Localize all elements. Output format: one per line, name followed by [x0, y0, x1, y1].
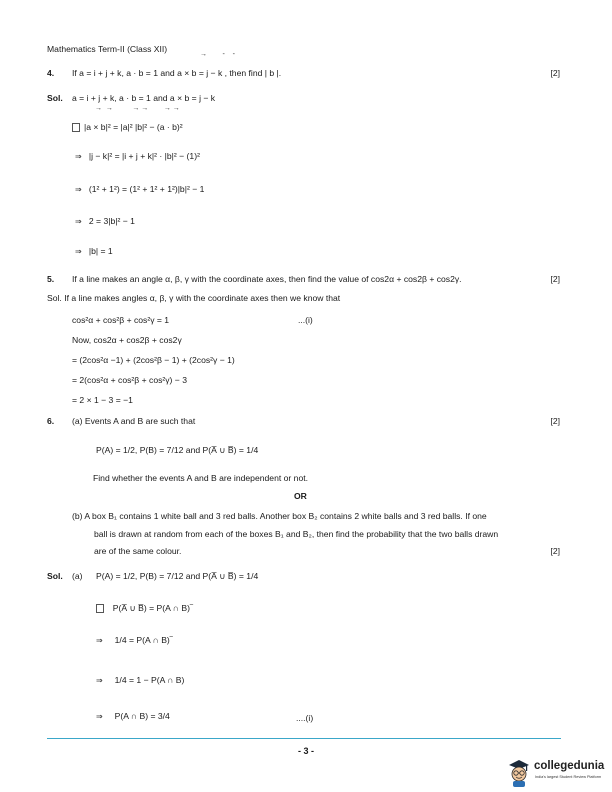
q6-step1: P(A̅ ∪ B̅) = P(A ∩ B)‾: [96, 604, 193, 613]
q4-step5: ⇒ |b| = 1: [75, 246, 113, 256]
q6-marks: [2]: [550, 416, 560, 426]
q6-question: Find whether the events A and B are independent or not.: [93, 473, 308, 483]
implies-icon: ⇒: [96, 676, 103, 685]
q5-number: 5.: [47, 274, 55, 284]
q5-text: If a line makes an angle α, β, γ with the coordinate axes, then find the value of cos2α + cos2β + cos2γ.: [72, 274, 462, 284]
q4-vector-arrows: → → → → → →: [95, 105, 180, 112]
q6-sol-given: P(A) = 1/2, P(B) = 7/12 and P(A̅ ∪ B̅) = 1/4: [96, 571, 259, 581]
q4-step1: |a × b|² = |a|² |b|² − (a · b)²: [72, 123, 183, 132]
q6-sol-label: Sol.: [47, 571, 63, 581]
q6-given: P(A) = 1/2, P(B) = 7/12 and P(A̅ ∪ B̅) = 1/4: [96, 445, 259, 455]
q4-sol-label: Sol.: [47, 93, 63, 103]
q5-sol-text: Sol. If a line makes angles α, β, γ with the coordinate axes then we know that: [47, 293, 341, 303]
q4-step3: ⇒ (1² + 1²) = (1² + 1² + 1²)|b|² − 1: [75, 184, 205, 194]
student-mascot-icon: [505, 758, 533, 788]
implies-icon: ⇒: [75, 247, 82, 256]
q6-sol-part: (a): [72, 571, 83, 581]
page-number: - 3 -: [297, 746, 314, 756]
q6-step4-tag: ....(i): [296, 713, 314, 723]
page-header-title: Mathematics Term-II (Class XII): [47, 44, 168, 54]
q4-number: 4.: [47, 68, 55, 78]
q4-marks: [2]: [550, 68, 560, 78]
q5-line1: cos²α + cos²β + cos²γ = 1: [72, 315, 170, 325]
brand-name: collegedunia: [534, 760, 605, 772]
q4-sol-given: a = i + j + k, a · b = 1 and a × b = j − k: [72, 93, 216, 103]
q6-part-b-line1: (b) A box B₁ contains 1 white ball and 3 red balls. Another box B₂ contains 2 white balls and 3 red balls. If one: [72, 511, 487, 521]
box-symbol-icon: [72, 123, 80, 132]
brand-tagline: India's largest Student Review Platform: [535, 775, 602, 779]
q4-step2: ⇒ |j − k|² = |i + j + k|² · |b|² − (1)²: [75, 151, 200, 161]
q5-line2: Now, cos2α + cos2β + cos2γ: [72, 335, 182, 345]
implies-icon: ⇒: [75, 152, 82, 161]
q6-or: OR: [294, 491, 307, 501]
q5-line5: = 2 × 1 − 3 = −1: [72, 395, 133, 405]
implies-icon: ⇒: [75, 217, 82, 226]
q5-line1-tag: ...(i): [298, 315, 313, 325]
implies-icon: ⇒: [96, 636, 103, 645]
implies-icon: ⇒: [75, 185, 82, 194]
q6-part-a-intro: (a) Events A and B are such that: [72, 416, 196, 426]
header-vector-marks: → ‑ ‑: [200, 51, 235, 58]
q6-step3: ⇒ 1/4 = 1 − P(A ∩ B): [96, 675, 185, 685]
implies-icon: ⇒: [96, 712, 103, 721]
box-symbol-icon: [96, 604, 104, 613]
collegedunia-logo: [505, 758, 605, 790]
q4-text: If a = i + j + k, a · b = 1 and a × b = j − k , then find | b |.: [72, 68, 282, 78]
footer-divider: [47, 738, 561, 739]
q6-part-b-line2: ball is drawn at random from each of the boxes B₁ and B₂, then find the probability that the two balls drawn: [94, 529, 499, 539]
q6-step2: ⇒ 1/4 = P(A ∩ B)‾: [96, 635, 173, 645]
q6-part-b-line3: are of the same colour.: [94, 546, 182, 556]
q5-line3: = (2cos²α −1) + (2cos²β − 1) + (2cos²γ − 1): [72, 355, 235, 365]
q4-step4: ⇒ 2 = 3|b|² − 1: [75, 216, 135, 226]
q5-line4: = 2(cos²α + cos²β + cos²γ) − 3: [72, 375, 187, 385]
q6-number: 6.: [47, 416, 55, 426]
q6-step4: ⇒ P(A ∩ B) = 3/4: [96, 711, 170, 721]
q5-marks: [2]: [550, 274, 560, 284]
q6-part-b-marks: [2]: [550, 546, 560, 556]
